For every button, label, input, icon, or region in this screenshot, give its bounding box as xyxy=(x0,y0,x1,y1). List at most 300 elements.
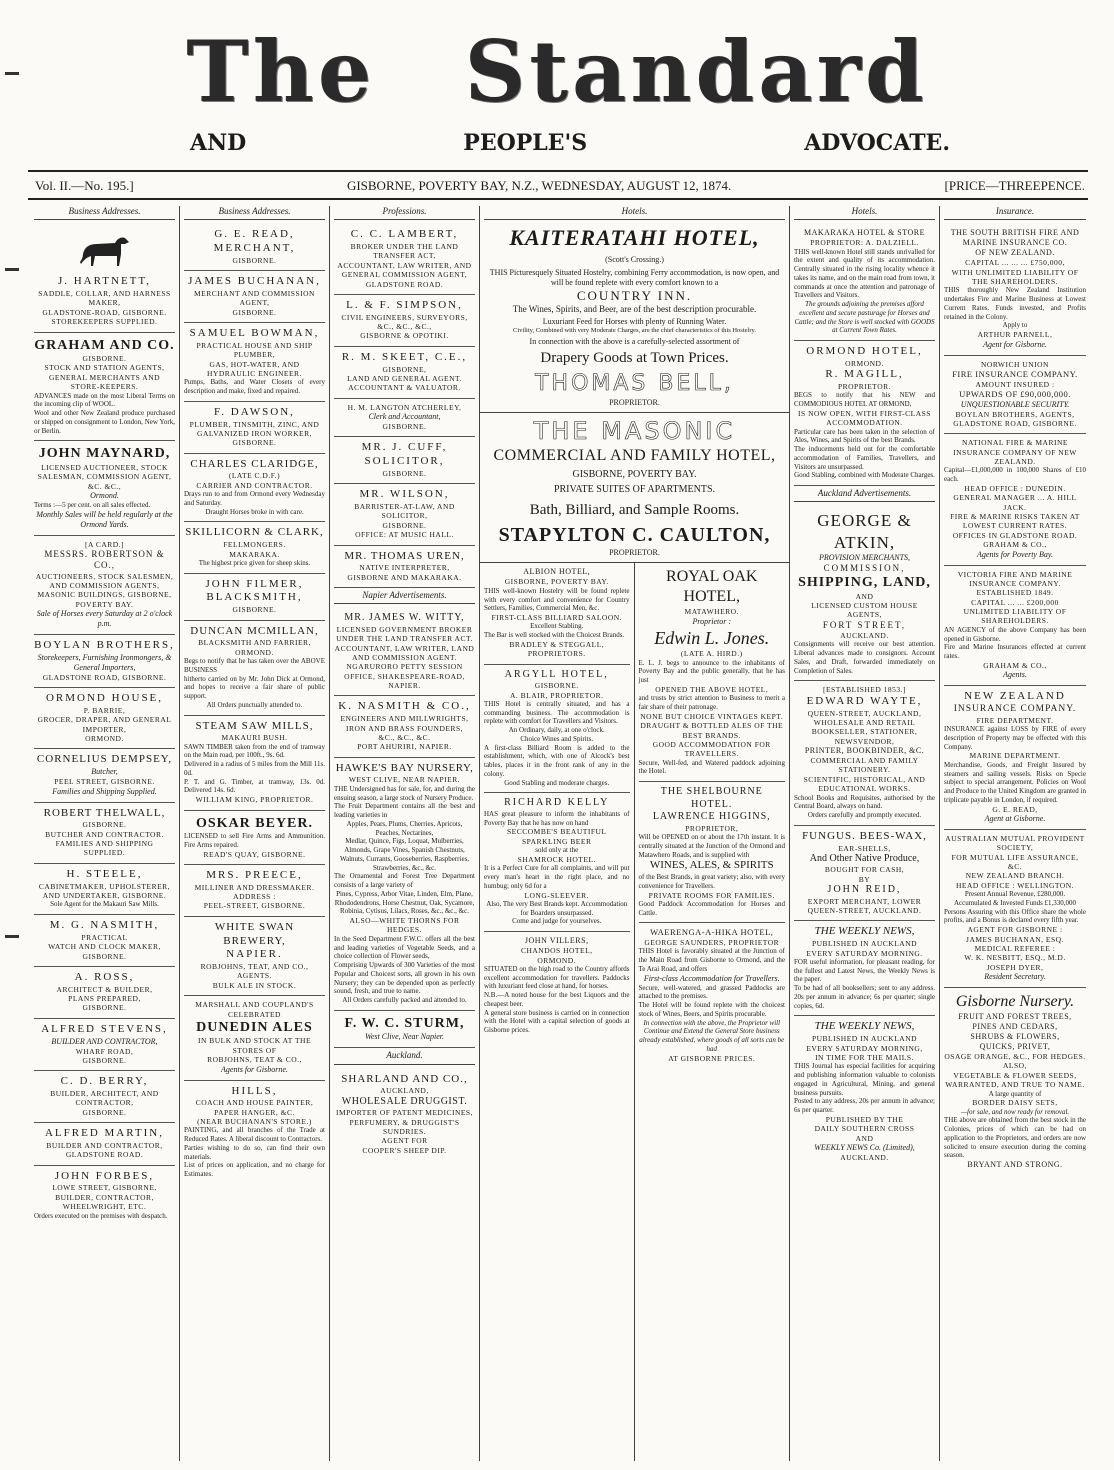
ad-text: SITUATED on the high road to the Country affords excellent accommodation for travellers. Paddocks with luxuriant feed close at hand, for horses. xyxy=(484,964,630,991)
advertiser-name: RICHARD KELLY xyxy=(504,797,610,809)
ad-line: LICENSED AUCTIONEER, STOCK SALESMAN, COMMISSION AGENT, &C. &C., xyxy=(37,462,172,491)
advertiser-name: THE SHELBOURNE HOTEL. xyxy=(660,786,763,810)
ad-line: P. BARRIE, xyxy=(83,705,126,715)
masthead-rule xyxy=(28,170,1088,172)
advertiser-name: JOHN FORBES, xyxy=(54,1169,155,1182)
ad-line: PINES AND CEDARS, xyxy=(972,1022,1058,1031)
ad-line: COMMISSION, xyxy=(823,562,906,573)
ad-graham xyxy=(34,333,175,442)
ad-line: Luxuriant Feed for Horses with plenty of Running Water. xyxy=(542,317,727,327)
ad-line: GISBORNE & OPOTIKI. xyxy=(360,331,449,341)
ad-text: The highest price given for sheep skins. xyxy=(198,558,311,567)
ad-text: Also, The very Best Brands kept. Accommodation for Boarders unsurpassed. xyxy=(486,899,628,917)
ad-line: AUCKLAND. xyxy=(840,631,889,640)
ad-line: MEDICAL REFEREE : xyxy=(974,943,1056,953)
ad-line: GISBORNE. xyxy=(534,681,579,691)
ad-line: MATAWHERO. xyxy=(684,607,739,617)
advertiser-name: KAITERATAHI HOTEL, xyxy=(509,225,760,251)
advertiser-name: JOHN FILMER, xyxy=(205,577,304,590)
ad-line: &C., &C., &C., xyxy=(377,322,432,331)
ad-weekly-news-1 xyxy=(794,921,935,1016)
ad-simpson xyxy=(334,295,475,347)
ad-text: Choice Wines and Spirits. xyxy=(520,734,594,743)
ad-text: A large quantity of xyxy=(988,1089,1042,1098)
ad-line: LICENSED CUSTOM HOUSE AGENTS, xyxy=(811,601,918,620)
advertiser-name: AUSTRALIAN MUTUAL PROVIDENT SOCIETY, xyxy=(945,833,1085,853)
ad-line: LAND AND GENERAL AGENT. xyxy=(347,373,462,383)
ad-text: Good Paddock Accommodation for Horses and Cattle. xyxy=(638,899,785,917)
ad-line: MERCHANT, xyxy=(213,242,296,254)
ad-line: W. K. NESBITT, ESQ., M.D. xyxy=(964,953,1066,963)
ad-line: GENERAL COMMISSION AGENT, xyxy=(341,270,468,280)
ad-line: PEEL STREET, GISBORNE. xyxy=(54,777,155,787)
advertiser-name: HILLS, xyxy=(231,1084,278,1097)
ad-text: Excellent Stabling. xyxy=(530,622,584,631)
ad-line: MASONIC BUILDINGS, GISBORNE, POVERTY BAY. xyxy=(37,590,172,609)
ad-line: GAS, HOT-WATER, AND HYDRAULIC ENGINEER. xyxy=(207,359,302,378)
advertiser-name: THE WEEKLY NEWS, xyxy=(814,925,915,938)
ad-buchanan xyxy=(184,271,325,323)
ad-cuff xyxy=(334,437,475,484)
ad-text: Come and judge for yourselves. xyxy=(512,917,602,926)
advertiser-name: SAMUEL BOWMAN, xyxy=(189,327,320,339)
ad-line: UNDER THE LAND TRANSFER ACT. xyxy=(336,634,473,644)
ad-line: West Clive, Near Napier. xyxy=(364,1032,445,1042)
column-heading: Insurance. xyxy=(944,206,1086,220)
ad-line: AGENT FOR GISBORNE : xyxy=(967,925,1063,935)
ad-line: Bath, Billiard, and Sample Rooms. xyxy=(529,501,740,518)
ad-line: UNLIMITED LIABILITY OF SHAREHOLDERS. xyxy=(963,607,1067,626)
ad-line: SHRUBS & FLOWERS, xyxy=(970,1032,1060,1041)
ad-beyer xyxy=(184,811,325,865)
ad-line: WILLIAM KING, PROPRIETOR. xyxy=(195,795,314,805)
ad-line: ORMOND. xyxy=(85,734,124,743)
ad-line: AUCKLAND, xyxy=(380,1086,429,1096)
column-hotels-wide xyxy=(480,206,790,1461)
ad-text: Accumulated & Invested Funds £1,330,000 xyxy=(953,898,1077,907)
ad-hartnett xyxy=(34,224,175,332)
ad-skeet xyxy=(334,347,475,399)
ad-line: AND COMMISSION AGENTS, xyxy=(49,580,160,590)
ad-line: MAKAURI BUSH. xyxy=(221,733,288,743)
ad-line: PLUMBER, TINSMITH, ZINC, AND GALVANIZED IRON WORKER, xyxy=(189,419,320,438)
ad-line: GENERAL MANAGER ... A. HILL JACK. xyxy=(953,493,1077,512)
ad-chandos-hotel xyxy=(484,932,630,1040)
advertiser-name: NATIONAL FIRE & MARINE INSURANCE COMPANY OF NEW ZEALAND. xyxy=(953,438,1077,466)
ad-line: GISBORNE, POVERTY BAY. xyxy=(572,468,697,480)
ad-line: GROCER, DRAPER, AND GENERAL IMPORTER, xyxy=(37,715,172,734)
ad-line: (Scott's Crossing.) xyxy=(605,254,664,264)
ad-line: PRINTER, BOOKBINDER, &C. xyxy=(804,746,925,755)
ad-line: PROPRIETOR: A. DALZIELL. xyxy=(810,238,919,248)
column-insurance xyxy=(940,206,1090,1461)
ad-line: EVERY SATURDAY MORNING, xyxy=(806,1043,923,1053)
ad-line: (LATE A. HIRD.) xyxy=(680,649,743,659)
ad-text: In connection with the above, the Proprietor will Continue and Extend the General Store business already established, where goods of all sorts can be had xyxy=(639,1018,785,1053)
ad-line: ORMOND. xyxy=(235,647,274,657)
ad-line: COMMERCIAL AND FAMILY STATIONERY. xyxy=(810,756,919,775)
ad-text: Posted to any address, 20s per annum in advance; 6s per quarter. xyxy=(794,1097,935,1114)
advertiser-name: H. STEELE, xyxy=(66,867,143,880)
ad-line: BUILDER, ARCHITECT, AND CONTRACTOR, xyxy=(50,1089,159,1108)
hotel-subcolumns xyxy=(480,562,789,1461)
ad-line: ACCOUNTANT, LAW WRITER, AND xyxy=(337,260,472,270)
ad-line: GISBORNE, POVERTY BAY. xyxy=(504,577,609,587)
price: [PRICE—THREEPENCE. xyxy=(944,178,1085,193)
ad-text: The Ornamental and Forest Tree Department consists of a large variety of xyxy=(334,872,475,889)
ad-line: FRUIT AND FOREST TREES, xyxy=(958,1012,1072,1021)
ad-preece xyxy=(184,865,325,917)
advertiser-name: ROYAL OAK HOTEL, xyxy=(666,568,758,606)
ad-line: GLADSTONE ROAD, GISBORNE. xyxy=(953,418,1077,428)
ad-line: WHOLESALE DRUGGIST. xyxy=(341,1095,468,1107)
ad-text: SAWN TIMBER taken from the end of tramway on the Main road, per 100ft., 9s. 6d. xyxy=(184,742,325,760)
ad-line: Agent at Gisborne. xyxy=(984,813,1046,823)
ad-line: PORT AHURIRI, NAPIER. xyxy=(357,742,452,752)
ad-line: GLADSTONE-ROAD, GISBORNE. xyxy=(42,307,167,317)
ad-text: An Ordinary, daily, at one o'clock. xyxy=(508,726,605,735)
ad-line: NGARURORO PETTY SESSION OFFICE, SHAKESPEARE-ROAD, NAPIER. xyxy=(344,662,465,690)
ad-line: BROKER UNDER THE LAND TRANSFER ACT, xyxy=(350,242,459,261)
hotel-subcolumn-left xyxy=(480,563,635,1461)
ad-line: R. MAGILL, xyxy=(825,368,904,381)
ad-line: MARINE DEPARTMENT. xyxy=(969,751,1061,761)
advertiser-name: MRS. PREECE, xyxy=(206,868,303,881)
ad-text: Present Annual Revenue, £280,000. xyxy=(964,890,1066,899)
ad-mcmillan xyxy=(184,621,325,716)
ad-national-insurance xyxy=(944,434,1086,565)
ad-line: GRAHAM & CO., xyxy=(983,660,1047,670)
ad-maynard xyxy=(34,441,175,535)
advertiser-name: ROBERT THELWALL, xyxy=(43,806,166,819)
ad-line: JOHN REID, xyxy=(827,884,902,896)
advertiser-name: G. E. READ, xyxy=(214,228,295,241)
ad-line: FIRST-CLASS BILLIARD SALOON. xyxy=(491,613,623,622)
ad-line: WHARF ROAD, xyxy=(75,1046,134,1056)
ad-line: AUCTIONEERS, STOCK SALESMEN, xyxy=(35,571,174,581)
advertiser-name: WHITE SWAN BREWERY, xyxy=(214,920,295,947)
ad-text: sold only at the xyxy=(535,846,579,855)
ad-line: BLACKSMITH, xyxy=(206,591,303,604)
column-heading: Business Addresses. xyxy=(184,206,325,220)
ad-line: LICENSED GOVERNMENT BROKER xyxy=(336,624,473,634)
column-heading: Business Addresses. xyxy=(34,206,175,220)
ad-line: ACCOUNTANT & VALUATOR. xyxy=(348,383,461,393)
ad-line: GLADSTONE ROAD. xyxy=(365,279,444,289)
ad-claridge xyxy=(184,454,325,523)
ad-text: Sole Agent for the Makauri Saw Mills. xyxy=(50,900,159,909)
ad-albion-hotel xyxy=(484,563,630,664)
advertiser-name: ORMOND HOTEL, xyxy=(806,345,923,358)
ad-line: GISBORNE. xyxy=(82,1107,127,1117)
ad-line: GISBORNE. xyxy=(82,951,127,961)
ad-shelbourne-hotel xyxy=(639,782,786,923)
ad-text: Secure, well-watered, and grassed Paddocks are attached to the premises. xyxy=(638,983,785,1001)
ad-uren xyxy=(334,546,475,589)
section-heading: Napier Advertisements. xyxy=(334,590,475,604)
ad-forbes xyxy=(34,1166,175,1226)
advertiser-name: MAKARAKA HOTEL & STORE xyxy=(803,228,925,238)
advertiser-name: C. C. LAMBERT, xyxy=(350,228,459,241)
ad-line: FIRE DEPARTMENT. xyxy=(976,715,1054,725)
ad-line: —for sale, and now ready for removal. xyxy=(960,1107,1070,1116)
ad-line: FIRE & MARINE RISKS TAKEN AT LOWEST CURRENT RATES. xyxy=(950,512,1080,531)
advertiser-name: JAMES BUCHANAN, xyxy=(188,275,321,288)
ad-text: Medlar, Quince, Figs, Loquat, Mulberries, Almonds, Grape Vines, Spanish Chestnuts, Walnuts, Currants, Gooseberries, Raspberries, Strawberries, &c., &c. xyxy=(339,837,470,872)
ad-line: GISBORNE. xyxy=(82,820,127,830)
ad-line: BRYANT AND STRONG. xyxy=(967,1160,1063,1170)
ad-text: Pumps, Baths, and Water Closets of every description and make, fixed and repaired. xyxy=(184,378,325,395)
advertiser-name: K. NASMITH & CO., xyxy=(338,700,471,713)
advertiser-name: L. & F. SIMPSON, xyxy=(346,298,463,311)
ad-line: Drapery Goods at Town Prices. xyxy=(540,350,729,367)
ad-hills xyxy=(184,1081,325,1184)
ad-line: PLANS PREPARED, xyxy=(68,994,141,1003)
ad-line: Storekeepers, Furnishing Ironmongers, & General Importers, xyxy=(37,652,172,672)
ad-text: Persons Assuring with this Office share the whole profits, and a Bonus is declared every fifth year. xyxy=(944,907,1086,925)
ad-text: Apply to xyxy=(1002,321,1028,330)
ad-line: ALSO, xyxy=(1003,1061,1027,1071)
margin-mark xyxy=(5,935,19,938)
advertisement-columns xyxy=(30,206,1090,1461)
ad-line: JAMES BUCHANAN, ESQ. xyxy=(966,934,1064,944)
ad-line: Agents for Poverty Bay. xyxy=(977,549,1053,559)
ad-text: Delivered in a radius of 5 miles from the Mill 11s. 0d. xyxy=(184,760,325,777)
advertiser-name: A. ROSS, xyxy=(74,970,135,983)
ad-line: GLADSTONE ROAD, GISBORNE. xyxy=(42,672,167,682)
ad-text: BEGS to notify that his NEW and COMMODIOUS HOTEL AT ORMOND, xyxy=(794,391,935,409)
ad-line: ORMOND. xyxy=(537,955,577,965)
hotel-subcolumn-right xyxy=(635,563,790,1461)
column-heading: Hotels. xyxy=(794,206,935,220)
ad-weekly-news-2 xyxy=(794,1016,935,1167)
ad-line: SHIPPING, LAND, xyxy=(798,575,931,591)
ad-line: CARRIER AND CONTRACTOR. xyxy=(196,480,313,490)
ad-line: STOREKEEPERS SUPPLIED. xyxy=(51,317,158,327)
ad-witty xyxy=(334,608,475,696)
masthead xyxy=(0,0,1114,170)
ad-text: Consignments will receive our best attention. Liberal advances made to consignors. Account Sales, and Draft, forwarded immediately on Completion of Sales. xyxy=(794,640,935,675)
ad-read xyxy=(184,224,325,271)
ad-line: PROPRIETOR. xyxy=(609,397,660,407)
ad-line: BRADLEY & STEGGALL, PROPRIETORS. xyxy=(509,639,605,659)
ad-line: WINES, ALES, & SPIRITS xyxy=(649,859,774,872)
ad-line: COMMERCIAL AND FAMILY HOTEL, xyxy=(493,446,776,464)
ad-text: THIS thoroughly New Zealand Institution undertakes Fire and Marine Business at Lowest Current Rates. Funds invested, and Profits retained in the Colony. xyxy=(944,286,1086,321)
ad-line: GISBORNE. xyxy=(82,1055,127,1065)
ad-line: ARTHUR PARNELL, xyxy=(977,330,1053,340)
ad-text: THIS Hotel is centrally situated, and has a commanding business. The accommodation is replete with comfort for Travellers and Visitors. xyxy=(484,699,630,726)
ad-new-zealand-insurance xyxy=(944,686,1086,830)
ad-line: BUTCHER AND CONTRACTOR. xyxy=(45,829,164,839)
ad-line: WITH UNLIMITED LIABILITY OF THE SHAREHOLDERS. xyxy=(951,267,1079,286)
ad-line: CELEBRATED xyxy=(228,1009,281,1019)
ad-text: Sale of Horses every Saturday at 2 o'clock p.m. xyxy=(36,609,173,628)
ad-line: IMPORTER OF PATENT MEDICINES, PERFUMERY, & DRUGGIST'S SUNDRIES. xyxy=(336,1108,473,1136)
ad-text: HAS great pleasure to inform the inhabitants of Poverty Bay that he has now on hand xyxy=(484,809,630,827)
ad-line: UNQUESTIONABLE SECURITY. xyxy=(960,399,1070,409)
ad-line: GOOD ACCOMMODATION FOR TRAVELLERS. xyxy=(652,739,771,759)
ad-line: GISBORNE. xyxy=(232,255,277,265)
ad-line: QUEEN-STREET, AUCKLAND, xyxy=(807,708,922,718)
ad-line: Butcher, xyxy=(91,767,118,777)
ad-text: The Bar is well stocked with the Choicest Brands. xyxy=(484,631,625,640)
ad-line: ORMOND. xyxy=(845,358,884,368)
ad-line: HEAD OFFICE : WELLINGTON. xyxy=(955,880,1075,890)
advertiser-name: JOHN MAYNARD, xyxy=(38,446,171,462)
ad-dempsey xyxy=(34,749,175,802)
ad-line: GISBORNE. xyxy=(232,605,277,615)
ad-text: LICENSED to sell Fire Arms and Ammunition. Fire Arms repaired. xyxy=(184,832,325,849)
ad-line: LAWRENCE HIGGINS, xyxy=(652,811,771,823)
ad-line: Families and Shipping Supplied. xyxy=(52,786,157,796)
ad-line: LONG-SLEEVER. xyxy=(524,890,590,900)
ad-text: Parties wishing to do so, can find their own materials. xyxy=(184,1143,325,1161)
ad-line: GRAHAM & CO., xyxy=(983,540,1047,550)
advertiser-name: GRAHAM AND CO. xyxy=(34,337,175,353)
ad-text: The inducements held out for the comfortable accommodation of Families, Travellers, and Visitors are unsurpassed. xyxy=(794,445,935,471)
ad-line: BUILDER, CONTRACTOR, WHEELWRIGHT, ETC. xyxy=(55,1192,154,1212)
ad-text: It is a Perfect Cure for all complaints, and will put every man's heart in the right place, and no humbug; only 6d for a xyxy=(484,864,630,890)
ad-line: In connection with the above is a carefully-selected assortment of xyxy=(529,337,740,347)
ad-text: Will be OPENED on or about the 17th instant. It is centrally situated at the Junction of the Ormond and Matawhero Roads, and is supplied with xyxy=(638,833,785,859)
column-business-2 xyxy=(180,206,330,1461)
ad-text: AN AGENCY of the above Company has been opened in Gisborne. xyxy=(944,625,1086,643)
ad-steele xyxy=(34,864,175,915)
ad-line: FOR MUTUAL LIFE ASSURANCE, &C. xyxy=(951,852,1079,871)
ad-line: FORT STREET, xyxy=(822,619,907,630)
ad-text: The Fruit Department contains all the best and leading varieties in xyxy=(334,802,475,819)
ad-thelwall xyxy=(34,803,175,864)
ad-line: GLADSTONE ROAD. xyxy=(65,1150,144,1160)
ad-line: WARRANTED, AND TRUE TO NAME. xyxy=(945,1080,1085,1090)
ad-line: OFFICES IN GLADSTONE ROAD. xyxy=(952,530,1078,540)
ad-line: EAR-SHELLS, xyxy=(838,843,891,853)
ad-line: OSAGE ORANGE, &C., FOR HEDGES. xyxy=(944,1052,1086,1061)
advertiser-name: JOHN VILLERS, xyxy=(524,936,589,946)
ad-text: Particular care has been taken in the selection of Ales, Wines, and Spirits of the best Brands. xyxy=(794,427,935,445)
advertiser-name: F. W. C. STURM, xyxy=(344,1015,465,1031)
ad-line: HEAD OFFICE : DUNEDIN. xyxy=(964,483,1066,493)
ad-line: OPENED THE ABOVE HOTEL, xyxy=(655,684,769,694)
advertiser-name: NEW ZEALAND xyxy=(964,690,1066,703)
ad-line: [ESTABLISHED 1853.] xyxy=(822,685,907,695)
ad-line: GISBORNE. xyxy=(382,422,427,431)
ad-line: SOLICITOR, xyxy=(364,455,445,468)
ad-text: Capital—£1,000,000 in 100,000 Shares of £10 each. xyxy=(944,466,1086,484)
ad-text: Terms :—5 per cent. on all sales effected. xyxy=(34,500,151,509)
column-business-1 xyxy=(30,206,180,1461)
advertiser-name: F. DAWSON, xyxy=(214,405,295,418)
ad-robertson xyxy=(34,536,175,635)
ad-line: BY xyxy=(858,874,871,884)
ad-line: THOMAS BELL, xyxy=(535,371,734,397)
ad-line: WEST CLIVE, NEAR NAPIER. xyxy=(348,775,461,785)
ad-line: IRON AND BRASS FOUNDERS, xyxy=(345,723,464,733)
ad-wilson xyxy=(334,484,475,545)
ad-text: Good Stabling and moderate charges. xyxy=(504,778,610,787)
margin-mark xyxy=(5,72,19,75)
ad-line: ROBJOHNS, TEAT & CO., xyxy=(207,1055,302,1065)
ad-line: GISBORNE. xyxy=(232,307,277,317)
ad-john-reid xyxy=(794,826,935,922)
ad-line: FIRE INSURANCE COMPANY. xyxy=(952,368,1078,379)
title-word-the: The xyxy=(186,22,376,121)
ad-k-nasmith xyxy=(334,696,475,757)
advertiser-name: GEORGE & ATKIN, xyxy=(817,511,912,552)
advertiser-name: ALFRED MARTIN, xyxy=(44,1127,164,1140)
ad-line: Agents. xyxy=(1003,670,1027,680)
ad-text: Merchandise, Goods, and Freight Insured by steamers and sailing vessels. Risks on Specie subject to special arrangement. Policies on Wool and Produce to the United Kingdom are granted in triplicate payable in London, if required. xyxy=(944,760,1086,804)
ad-line: &C., &C., &C. xyxy=(378,732,431,742)
ad-line: Resident Secretary. xyxy=(984,972,1046,981)
ad-line: OF NEW ZEALAND. xyxy=(975,248,1055,258)
ad-line: AND xyxy=(855,591,874,601)
ad-line: IN TIME FOR THE MAILS. xyxy=(815,1052,914,1062)
ad-dunedin-ales xyxy=(184,996,325,1080)
advertiser-name: MR. J. CUFF, xyxy=(361,441,448,454)
advertiser-name: MARSHALL AND COUPLAND'S xyxy=(195,1000,314,1010)
issue-date: GISBORNE, POVERTY BAY, N.Z., WEDNESDAY, AUGUST 12, 1874. xyxy=(346,178,732,193)
ad-text: THIS Hotel is favorably situated at the Junction of the Main Road from Gisborne to Ormond, and the Te Arai Road, and offers xyxy=(638,947,785,973)
ad-line: ARCHITECT & BUILDER, xyxy=(56,984,153,994)
ad-line: NEW ZEALAND BRANCH. xyxy=(965,871,1065,881)
ad-martin xyxy=(34,1123,175,1166)
ad-line: VEGETABLE & FLOWER SEEDS, xyxy=(953,1070,1077,1080)
ad-line: PRIVATE SUITES OF APARTMENTS. xyxy=(553,484,716,496)
ad-south-british xyxy=(944,224,1086,355)
ad-line: Ormond. xyxy=(90,490,119,500)
ad-line: G. E. READ, xyxy=(992,804,1038,814)
ad-text: Pines, Cypress, Arbor Vitae, Linden, Elm, Plane, Rhododendrons, Horse Chestnut, Oak, Sycamore, Robinia, Cytisus, Lilacs, Roses, &c., &c., &c. xyxy=(334,889,475,916)
ad-line: BOYLAN BROTHERS, AGENTS, xyxy=(955,409,1075,419)
advertiser-name: MESSRS. ROBERTSON & CO., xyxy=(44,549,165,571)
ad-nasmith xyxy=(34,915,175,967)
advertiser-name: Gisborne Nursery. xyxy=(955,993,1075,1010)
ad-line: UPWARDS OF £90,000,000. xyxy=(959,388,1071,399)
ad-text: Wool and other New Zealand produce purchased or shipped on consignment to London, New York, or Berlin. xyxy=(34,409,175,435)
ad-text: THE above are obtained from the best stock in the Colonies, prices of which can be had on application to the Proprietors, and orders are now solicited to ensure execution during the coming season. xyxy=(944,1116,1086,1160)
ad-line: The Wines, Spirits, and Beer, are of the best description procurable. xyxy=(512,304,757,314)
ad-line: MERCHANT AND COMMISSION AGENT, xyxy=(194,288,315,308)
ad-victoria-insurance xyxy=(944,566,1086,687)
ad-text: INSURANCE against LOSS by FIRE of every description of Property may be effected with this Company. xyxy=(944,725,1086,751)
ad-masonic-hotel xyxy=(480,412,789,559)
ad-line: BLACKSMITH AND FARRIER, xyxy=(198,638,311,648)
advertiser-name: ALFRED STEVENS, xyxy=(41,1022,168,1035)
ad-line: OFFICE: AT MUSIC HALL. xyxy=(355,530,454,540)
ad-line: BUILDER AND CONTRACTOR, xyxy=(51,1036,158,1046)
ad-line: AGENT FOR xyxy=(381,1136,428,1146)
ad-line: SHAMROCK HOTEL. xyxy=(517,854,596,864)
ad-line: PUBLISHED BY THE xyxy=(825,1114,904,1124)
advertiser-name: J. HARTNETT, xyxy=(57,275,152,288)
ad-line: GISBORNE. xyxy=(82,354,127,363)
advertiser-name: MR. JAMES W. WITTY, xyxy=(344,612,465,624)
ad-line: DRAUGHT & BOTTLED ALES OF THE BEST BRANDS. xyxy=(640,721,784,740)
ad-gisborne-nursery xyxy=(944,988,1086,1175)
ad-line: Civility, Combined with very Moderate Charges, are the chief characteristics of this Hostelry. xyxy=(513,327,756,335)
ad-text: PAINTING, and all branches of the Trade at Reduced Rates. A liberal discount to Contractors. xyxy=(184,1126,325,1144)
ad-line: BOUGHT FOR CASH, xyxy=(824,865,905,875)
advertiser-name: SKILLICORN & CLARK, xyxy=(185,526,324,539)
ad-line: PROPRIETOR. xyxy=(609,548,660,558)
advertiser-name: WAERENGA-A-HIKA HOTEL, xyxy=(650,927,774,938)
ad-line: PRIVATE ROOMS FOR FAMILIES. xyxy=(648,890,775,900)
ad-line: COACH AND HOUSE PAINTER, PAPER HANGER, &C. xyxy=(195,1098,314,1117)
ad-line: ALSO—WHITE THORNS FOR HEDGES. xyxy=(349,916,460,935)
ad-line: ENGINEERS AND MILLWRIGHTS, xyxy=(340,714,469,724)
